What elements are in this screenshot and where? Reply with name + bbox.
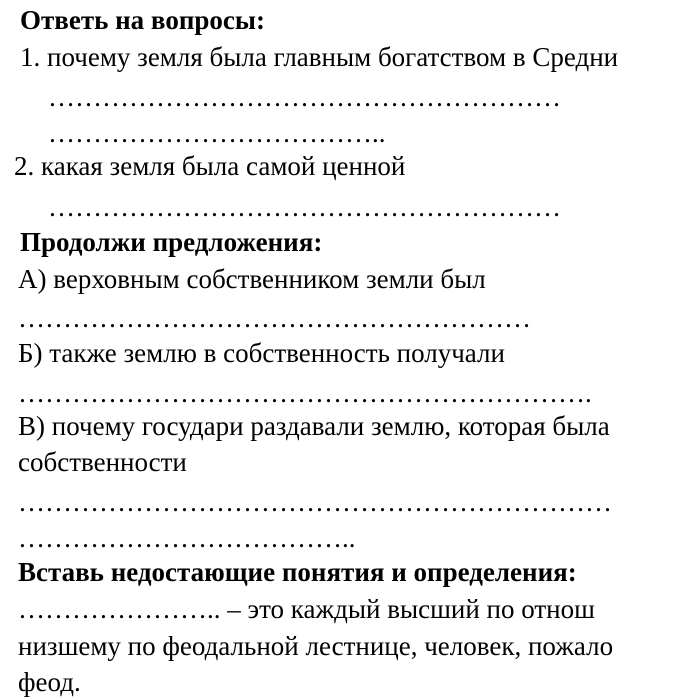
sentence-b: Б) также землю в собственность получали <box>18 338 505 368</box>
answer-line-a: ………………………………………………… <box>18 303 531 333</box>
answer-line-c2: ……………………………….. <box>18 523 356 553</box>
definition-line-1 <box>18 593 595 625</box>
question-2: 2. какая земля была самой ценной <box>14 151 406 181</box>
answer-line-b: ………………………………………………………. <box>18 378 592 408</box>
heading-answer-questions: Ответь на вопросы: <box>20 5 265 35</box>
heading-continue-sentences: Продолжи предложения: <box>20 227 323 257</box>
answer-line-1a: ………………………………………………… <box>48 82 561 112</box>
sentence-c-line2: собственности <box>18 447 187 477</box>
sentence-c-line1: В) почему государи раздавали землю, которая была <box>18 411 610 441</box>
answer-line-c1: ………………………………………………………… <box>18 487 612 517</box>
definition-line-3: феод. <box>18 667 81 697</box>
heading-insert-concepts: Вставь недостающие понятия и определения: <box>18 557 577 587</box>
sentence-a: А) верховным собственником земли был <box>18 264 486 294</box>
definition-line-2: низшему по феодальной лестнице, человек, пожало <box>18 631 614 661</box>
answer-line-1b: ……………………………….. <box>48 118 386 148</box>
definition-blank: ………………….. <box>18 594 221 624</box>
question-1: 1. почему земля была главным богатством в Средни <box>20 42 619 72</box>
answer-line-2: ………………………………………………… <box>48 192 561 222</box>
definition-text-1: – это каждый высший по отнош <box>220 594 595 624</box>
